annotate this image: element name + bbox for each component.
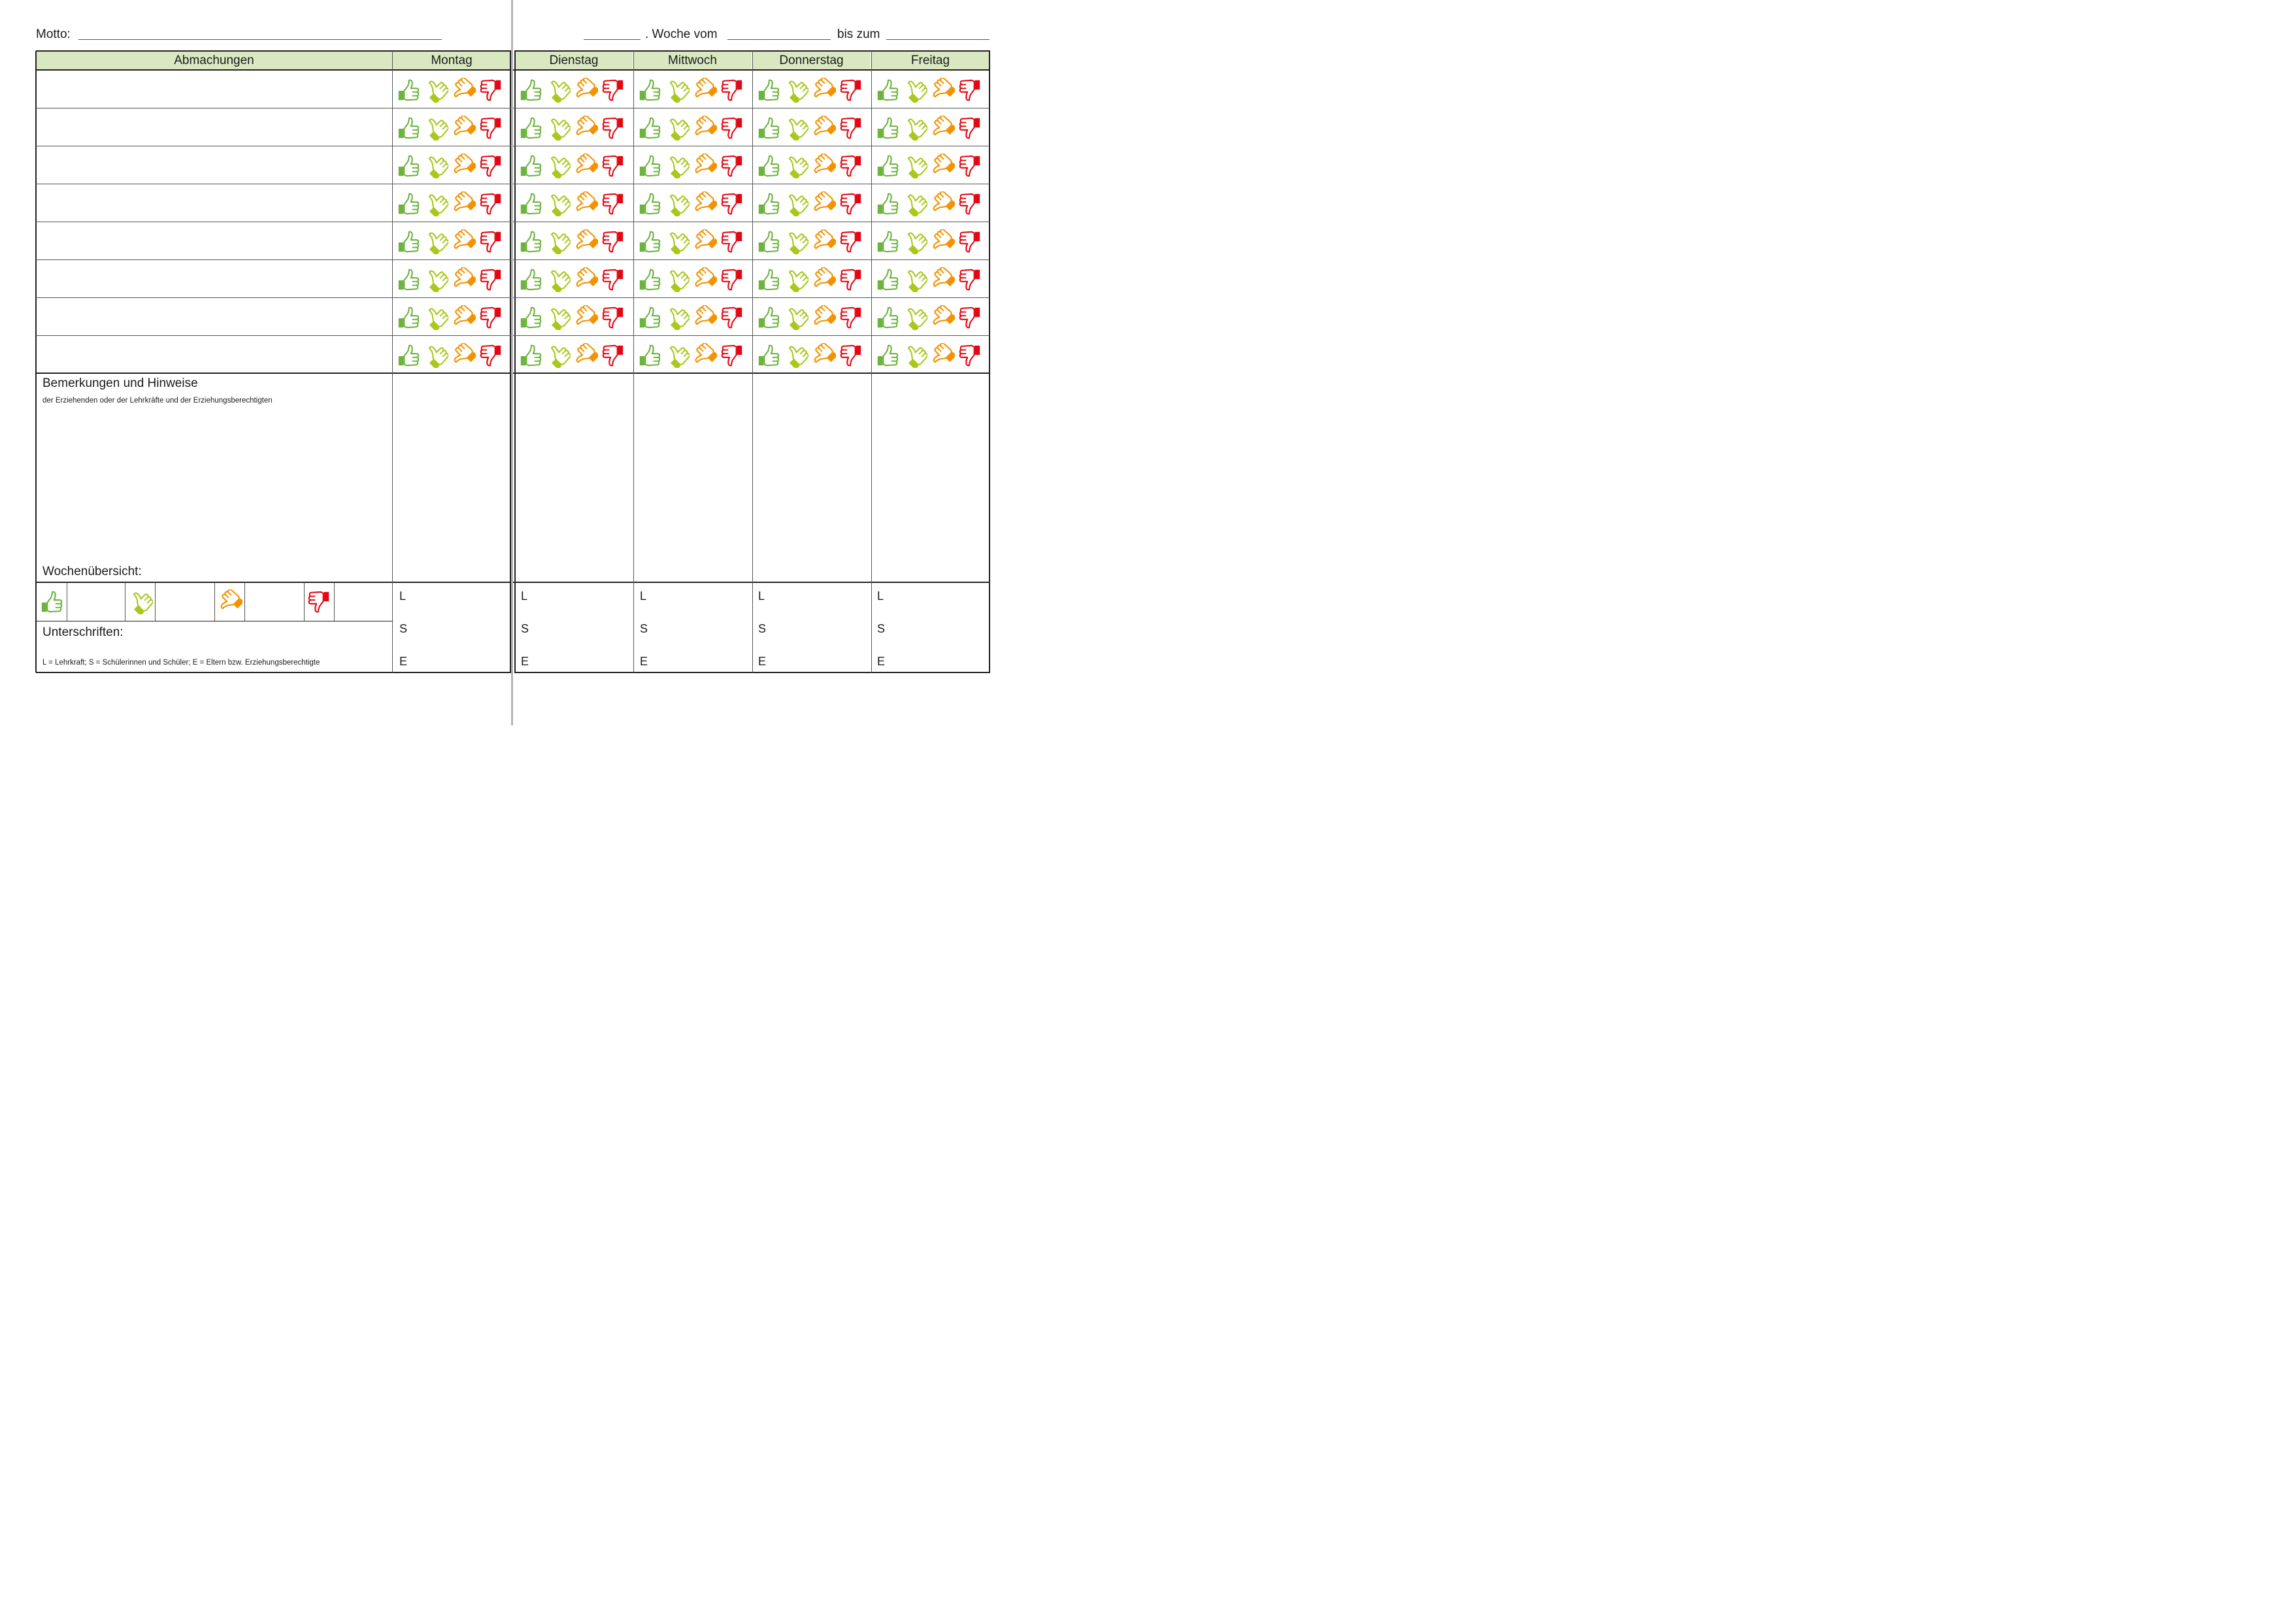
thumbs-sideways-down-icon[interactable] — [692, 305, 717, 333]
thumbs-sideways-down-icon[interactable] — [811, 154, 836, 182]
table-border-left — [35, 51, 37, 672]
thumbs-down-icon[interactable] — [957, 267, 982, 295]
signature-letter-e: E — [877, 655, 886, 668]
thumbs-up-icon[interactable] — [875, 154, 900, 182]
table-border-bottom — [36, 672, 511, 673]
thumbs-sideways-up-icon[interactable] — [546, 116, 571, 144]
thumbs-sideways-up-icon[interactable] — [784, 154, 808, 182]
thumbs-sideways-down-icon[interactable] — [692, 229, 717, 257]
thumbs-sideways-up-icon[interactable] — [784, 343, 808, 371]
signature-letter-l: L — [758, 589, 765, 603]
thumbs-down-icon[interactable] — [478, 343, 503, 371]
thumbs-up-icon[interactable] — [756, 154, 781, 182]
thumbs-down-icon[interactable] — [601, 229, 625, 257]
thumbs-sideways-up-icon[interactable] — [903, 154, 927, 182]
thumbs-up-icon[interactable] — [637, 116, 662, 144]
signature-letter-s: S — [877, 622, 886, 635]
thumbs-down-icon[interactable] — [839, 191, 863, 220]
col-divider — [752, 51, 753, 672]
thumbs-down-icon[interactable] — [957, 305, 982, 333]
thumbs-sideways-down-icon[interactable] — [930, 191, 955, 220]
thumbs-down-icon[interactable] — [957, 78, 982, 106]
thumbs-sideways-down-icon[interactable] — [811, 78, 836, 106]
thumbs-sideways-down-icon[interactable] — [811, 267, 836, 295]
thumbs-down-icon[interactable] — [839, 267, 863, 295]
signature-letter-e: E — [521, 655, 529, 668]
header-donnerstag: Donnerstag — [752, 52, 871, 70]
thumbs-down-icon[interactable] — [601, 305, 625, 333]
thumbs-sideways-down-icon[interactable] — [930, 305, 955, 333]
thumbs-sideways-up-icon[interactable] — [665, 267, 690, 295]
signature-letter-e: E — [758, 655, 767, 668]
thumbs-down-icon[interactable] — [720, 267, 744, 295]
signature-letter-l: L — [877, 589, 884, 603]
signature-letter-s: S — [758, 622, 767, 635]
thumbs-sideways-down-icon[interactable] — [451, 267, 476, 295]
thumbs-sideways-up-icon[interactable] — [424, 229, 448, 257]
thumbs-up-icon[interactable] — [518, 343, 543, 371]
date-from-field[interactable] — [727, 39, 831, 40]
thumbs-sideways-down-icon[interactable] — [451, 78, 476, 106]
summary-box-divider — [244, 582, 245, 621]
thumbs-down-icon[interactable] — [720, 116, 744, 144]
thumbs-sideways-down-icon[interactable] — [930, 154, 955, 182]
thumbs-sideways-down-icon[interactable] — [930, 343, 955, 371]
header-dienstag: Dienstag — [515, 52, 633, 70]
thumbs-sideways-up-icon[interactable] — [424, 154, 448, 182]
thumbs-down-icon[interactable] — [478, 267, 503, 295]
summary-thumbs-up-icon — [39, 589, 64, 618]
thumbs-sideways-down-icon[interactable] — [930, 229, 955, 257]
summary-box-divider — [155, 582, 156, 621]
thumbs-sideways-down-icon[interactable] — [930, 267, 955, 295]
summary-thumbs-sideways-down-icon — [218, 589, 242, 618]
signature-letter-l: L — [640, 589, 647, 603]
thumbs-down-icon[interactable] — [478, 229, 503, 257]
thumbs-down-icon[interactable] — [478, 78, 503, 106]
thumbs-sideways-up-icon[interactable] — [903, 191, 927, 220]
thumbs-up-icon[interactable] — [875, 305, 900, 333]
date-to-field[interactable] — [886, 39, 990, 40]
table-border-right — [989, 51, 990, 672]
thumbs-up-icon[interactable] — [875, 191, 900, 220]
thumbs-up-icon[interactable] — [396, 116, 421, 144]
thumbs-sideways-up-icon[interactable] — [665, 116, 690, 144]
thumbs-sideways-down-icon[interactable] — [573, 343, 598, 371]
thumbs-sideways-up-icon[interactable] — [665, 154, 690, 182]
thumbs-sideways-down-icon[interactable] — [573, 305, 598, 333]
thumbs-up-icon[interactable] — [756, 116, 781, 144]
thumbs-sideways-up-icon[interactable] — [546, 343, 571, 371]
thumbs-sideways-up-icon[interactable] — [784, 78, 808, 106]
header-freitag: Freitag — [871, 52, 990, 70]
thumbs-sideways-down-icon[interactable] — [573, 78, 598, 106]
thumbs-down-icon[interactable] — [957, 116, 982, 144]
thumbs-sideways-up-icon[interactable] — [424, 116, 448, 144]
thumbs-sideways-up-icon[interactable] — [665, 229, 690, 257]
thumbs-up-icon[interactable] — [396, 305, 421, 333]
thumbs-up-icon[interactable] — [518, 229, 543, 257]
thumbs-sideways-down-icon[interactable] — [930, 78, 955, 106]
thumbs-sideways-down-icon[interactable] — [811, 305, 836, 333]
thumbs-down-icon[interactable] — [601, 78, 625, 106]
thumbs-sideways-down-icon[interactable] — [811, 229, 836, 257]
thumbs-down-icon[interactable] — [957, 154, 982, 182]
signature-letter-l: L — [521, 589, 528, 603]
thumbs-down-icon[interactable] — [957, 229, 982, 257]
thumbs-sideways-down-icon[interactable] — [811, 191, 836, 220]
thumbs-down-icon[interactable] — [720, 154, 744, 182]
thumbs-up-icon[interactable] — [756, 191, 781, 220]
thumbs-up-icon[interactable] — [637, 154, 662, 182]
thumbs-sideways-up-icon[interactable] — [546, 229, 571, 257]
header-montag: Montag — [393, 52, 510, 70]
thumbs-sideways-down-icon[interactable] — [692, 154, 717, 182]
thumbs-up-icon[interactable] — [396, 78, 421, 106]
thumbs-up-icon[interactable] — [637, 191, 662, 220]
thumbs-down-icon[interactable] — [720, 343, 744, 371]
thumbs-down-icon[interactable] — [839, 229, 863, 257]
thumbs-sideways-up-icon[interactable] — [665, 305, 690, 333]
col-divider — [392, 51, 393, 672]
thumbs-sideways-up-icon[interactable] — [546, 154, 571, 182]
thumbs-up-icon[interactable] — [875, 78, 900, 106]
thumbs-down-icon[interactable] — [957, 343, 982, 371]
thumbs-down-icon[interactable] — [478, 116, 503, 144]
week-summary-label: Wochenübersicht: — [42, 565, 142, 578]
thumbs-down-icon[interactable] — [478, 154, 503, 182]
header-mittwoch: Mittwoch — [633, 52, 752, 70]
thumbs-sideways-up-icon[interactable] — [424, 343, 448, 371]
thumbs-up-icon[interactable] — [637, 343, 662, 371]
thumbs-up-icon[interactable] — [756, 229, 781, 257]
thumbs-sideways-up-icon[interactable] — [903, 229, 927, 257]
thumbs-up-icon[interactable] — [875, 116, 900, 144]
thumbs-down-icon[interactable] — [478, 305, 503, 333]
remarks-title: Bemerkungen und Hinweise — [42, 376, 198, 390]
thumbs-sideways-up-icon[interactable] — [546, 267, 571, 295]
thumbs-down-icon[interactable] — [601, 343, 625, 371]
thumbs-down-icon[interactable] — [720, 191, 744, 220]
thumbs-down-icon[interactable] — [839, 343, 863, 371]
week-from-label: . Woche vom — [645, 27, 718, 41]
thumbs-up-icon[interactable] — [756, 267, 781, 295]
summary-thumbs-down-icon — [307, 589, 331, 618]
thumbs-up-icon[interactable] — [756, 305, 781, 333]
thumbs-up-icon[interactable] — [637, 305, 662, 333]
motto-label: Motto: — [36, 27, 71, 41]
remarks-subtitle: der Erziehenden oder der Lehrkräfte und der Erziehungsberechtigten — [42, 397, 273, 405]
thumbs-up-icon[interactable] — [875, 343, 900, 371]
thumbs-up-icon[interactable] — [875, 229, 900, 257]
thumbs-sideways-down-icon[interactable] — [811, 343, 836, 371]
thumbs-up-icon[interactable] — [518, 154, 543, 182]
thumbs-sideways-up-icon[interactable] — [784, 191, 808, 220]
thumbs-sideways-down-icon[interactable] — [692, 343, 717, 371]
signature-letter-s: S — [521, 622, 529, 635]
thumbs-sideways-up-icon[interactable] — [546, 305, 571, 333]
summary-thumbs-sideways-up-icon — [128, 589, 153, 618]
thumbs-sideways-down-icon[interactable] — [451, 229, 476, 257]
thumbs-sideways-down-icon[interactable] — [692, 78, 717, 106]
thumbs-sideways-up-icon[interactable] — [903, 116, 927, 144]
thumbs-sideways-down-icon[interactable] — [451, 154, 476, 182]
thumbs-sideways-up-icon[interactable] — [903, 78, 927, 106]
col-divider — [871, 51, 872, 672]
thumbs-sideways-down-icon[interactable] — [451, 305, 476, 333]
thumbs-down-icon[interactable] — [601, 154, 625, 182]
thumbs-sideways-up-icon[interactable] — [424, 191, 448, 220]
thumbs-down-icon[interactable] — [720, 78, 744, 106]
signature-letter-s: S — [640, 622, 648, 635]
table-border-top — [36, 50, 511, 52]
thumbs-sideways-down-icon[interactable] — [811, 116, 836, 144]
col-divider — [633, 51, 634, 672]
thumbs-up-icon[interactable] — [518, 191, 543, 220]
thumbs-sideways-down-icon[interactable] — [451, 191, 476, 220]
thumbs-up-icon[interactable] — [518, 305, 543, 333]
thumbs-up-icon[interactable] — [396, 267, 421, 295]
week-number-field[interactable] — [584, 39, 641, 40]
signature-letter-s: S — [399, 622, 408, 635]
thumbs-sideways-up-icon[interactable] — [784, 267, 808, 295]
thumbs-up-icon[interactable] — [637, 229, 662, 257]
thumbs-sideways-down-icon[interactable] — [930, 116, 955, 144]
thumbs-sideways-up-icon[interactable] — [665, 191, 690, 220]
thumbs-down-icon[interactable] — [839, 305, 863, 333]
thumbs-sideways-up-icon[interactable] — [424, 305, 448, 333]
thumbs-sideways-down-icon[interactable] — [573, 229, 598, 257]
thumbs-sideways-down-icon[interactable] — [573, 154, 598, 182]
thumbs-up-icon[interactable] — [518, 78, 543, 106]
thumbs-down-icon[interactable] — [839, 78, 863, 106]
thumbs-sideways-up-icon[interactable] — [784, 229, 808, 257]
signatures-legend: L = Lehrkraft; S = Schülerinnen und Schüler; E = Eltern bzw. Erziehungsberechtigte — [42, 659, 320, 667]
thumbs-sideways-down-icon[interactable] — [573, 267, 598, 295]
thumbs-down-icon[interactable] — [839, 154, 863, 182]
thumbs-sideways-up-icon[interactable] — [903, 305, 927, 333]
thumbs-up-icon[interactable] — [396, 229, 421, 257]
thumbs-sideways-up-icon[interactable] — [546, 191, 571, 220]
thumbs-down-icon[interactable] — [957, 191, 982, 220]
page-spine — [511, 0, 513, 725]
signature-letter-e: E — [399, 655, 408, 668]
thumbs-down-icon[interactable] — [478, 191, 503, 220]
date-to-label: bis zum — [837, 27, 880, 41]
thumbs-down-icon[interactable] — [601, 116, 625, 144]
thumbs-sideways-down-icon[interactable] — [692, 191, 717, 220]
thumbs-up-icon[interactable] — [637, 78, 662, 106]
thumbs-up-icon[interactable] — [756, 343, 781, 371]
signature-letter-l: L — [399, 589, 407, 603]
thumbs-sideways-down-icon[interactable] — [573, 116, 598, 144]
motto-field[interactable] — [78, 39, 442, 40]
thumbs-up-icon[interactable] — [637, 267, 662, 295]
thumbs-up-icon[interactable] — [875, 267, 900, 295]
header-abmachungen: Abmachungen — [36, 52, 392, 70]
thumbs-sideways-up-icon[interactable] — [784, 116, 808, 144]
thumbs-sideways-up-icon[interactable] — [424, 267, 448, 295]
thumbs-sideways-up-icon[interactable] — [665, 78, 690, 106]
thumbs-sideways-up-icon[interactable] — [903, 343, 927, 371]
thumbs-up-icon[interactable] — [396, 191, 421, 220]
thumbs-sideways-down-icon[interactable] — [692, 267, 717, 295]
week-planner-page — [0, 0, 1025, 725]
thumbs-down-icon[interactable] — [839, 116, 863, 144]
thumbs-down-icon[interactable] — [720, 229, 744, 257]
thumbs-sideways-down-icon[interactable] — [451, 116, 476, 144]
thumbs-up-icon[interactable] — [518, 116, 543, 144]
thumbs-up-icon[interactable] — [756, 78, 781, 106]
summary-box-divider — [214, 582, 215, 621]
thumbs-down-icon[interactable] — [720, 305, 744, 333]
thumbs-up-icon[interactable] — [396, 154, 421, 182]
thumbs-sideways-up-icon[interactable] — [665, 343, 690, 371]
thumbs-sideways-up-icon[interactable] — [546, 78, 571, 106]
thumbs-up-icon[interactable] — [518, 267, 543, 295]
summary-box-divider — [304, 582, 305, 621]
thumbs-down-icon[interactable] — [601, 191, 625, 220]
thumbs-sideways-down-icon[interactable] — [451, 343, 476, 371]
thumbs-sideways-up-icon[interactable] — [784, 305, 808, 333]
thumbs-down-icon[interactable] — [601, 267, 625, 295]
thumbs-sideways-up-icon[interactable] — [424, 78, 448, 106]
thumbs-sideways-up-icon[interactable] — [903, 267, 927, 295]
table-border-spine-right — [514, 51, 516, 672]
signatures-title: Unterschriften: — [42, 625, 124, 639]
thumbs-sideways-down-icon[interactable] — [692, 116, 717, 144]
summary-box-divider — [334, 582, 335, 621]
thumbs-up-icon[interactable] — [396, 343, 421, 371]
signature-letter-e: E — [640, 655, 648, 668]
thumbs-sideways-down-icon[interactable] — [573, 191, 598, 220]
